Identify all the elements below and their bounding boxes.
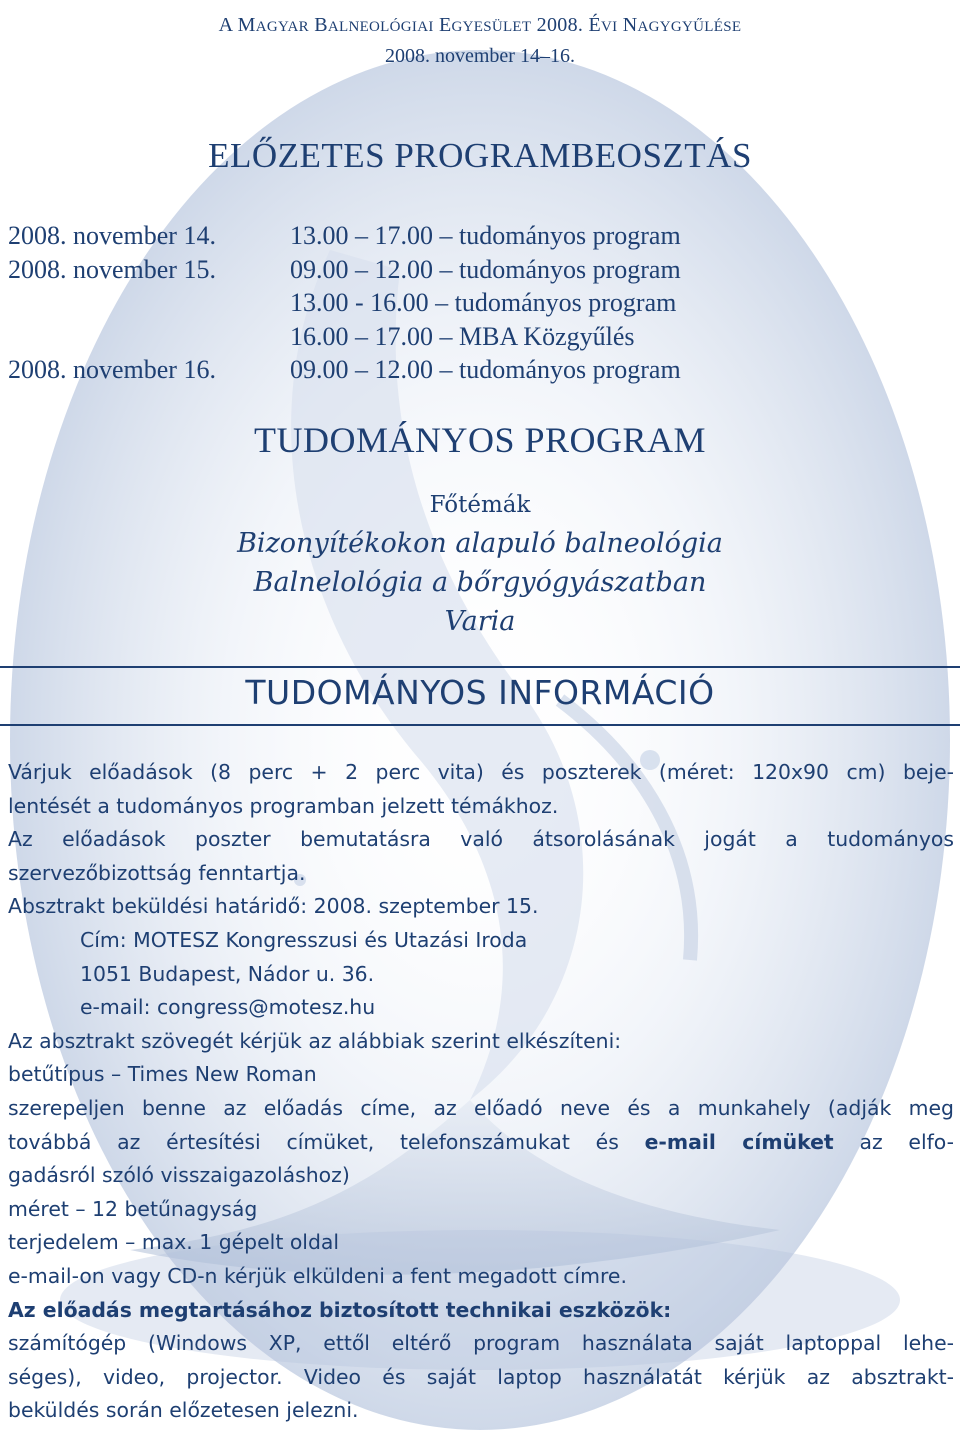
topic-item: Varia (444, 606, 516, 637)
schedule-time: 09.00 – 12.00 – tudományos program (290, 254, 681, 284)
body-line (8, 1126, 954, 1160)
info-body (8, 756, 954, 1428)
schedule-time: 16.00 – 17.00 – MBA Közgyűlés (290, 321, 635, 351)
body-line: Várjuk előadások (8 perc + 2 perc vita) és poszterek (méret: 120x90 cm) beje- (8, 760, 954, 784)
email-line: e-mail: congress@motesz.hu (80, 995, 376, 1020)
topics-lead: Főtémák (429, 492, 531, 518)
header-text: E (438, 14, 452, 36)
organization-header (0, 14, 960, 37)
schedule-date: 2008. november 14. (8, 221, 216, 250)
address-line: 1051 Budapest, Nádor u. 36. (80, 961, 375, 986)
header-text: ALNEOLÓGIAI (327, 19, 434, 35)
program-section-heading: TUDOMÁNYOS PROGRAM (253, 420, 707, 460)
address-line: Cím: MOTESZ Kongresszusi és Utazási Iroda (80, 927, 528, 952)
deadline-line: Absztrakt beküldési határidő: 2008. szeptember 15. (8, 894, 539, 919)
page-title: ELŐZETES PROGRAMBEOSZTÁS (208, 136, 752, 175)
body-line: szerepeljen benne az előadás címe, az előadó neve és a munkahely (adják meg (8, 1095, 954, 1120)
body-line: e-mail-on vagy CD-n kérjük elküldeni a fent megadott címre. (8, 1263, 627, 1288)
divider-bottom (0, 724, 960, 726)
event-dates: 2008. november 14–16. (385, 45, 575, 67)
main-topics (0, 486, 960, 641)
body-bold-text: e-mail címüket (644, 1129, 834, 1154)
header-text: AGYGYŰLÉSE (637, 19, 742, 35)
body-line: séges), video, projector. Video és saját laptop használatát kérjük az absztrakt- (8, 1364, 954, 1389)
schedule-time: 09.00 – 12.00 – tudományos program (290, 355, 681, 384)
body-line: lentését a tudományos programban jelzett témákhoz. (8, 793, 559, 818)
body-line (8, 1294, 954, 1328)
header-text: GYESÜLET (451, 19, 532, 35)
tech-heading: Az előadás megtartásához biztosított technikai eszközök: (8, 1297, 672, 1322)
header-text: M (237, 14, 256, 36)
header-text: N (622, 14, 638, 36)
body-line: méret – 12 betűnagyság (8, 1196, 258, 1221)
header-text: A (218, 14, 233, 36)
schedule-time: 13.00 – 17.00 – tudományos program (290, 221, 681, 250)
header-text: É (588, 14, 602, 36)
body-line: gadásról szóló visszaigazoláshoz) (8, 1163, 350, 1188)
body-line: beküldés során előzetesen jelezni. (8, 1398, 359, 1423)
body-line: számítógép (Windows XP, ettől eltérő program használata saját laptoppal lehe- (8, 1331, 954, 1356)
body-text: az elfo- (859, 1129, 955, 1154)
info-section-heading: TUDOMÁNYOS INFORMÁCIÓ (245, 673, 715, 712)
divider-top (0, 666, 960, 668)
body-line: betűtípus – Times New Roman (8, 1062, 317, 1087)
body-line: Az előadások poszter bemutatásra való átsorolásának jogát a tudományos (8, 827, 954, 852)
topic-item: Balnelológia a bőrgyógyászatban (253, 567, 707, 598)
header-text: 2008. (536, 14, 584, 36)
schedule-date: 2008. november 15. (8, 254, 216, 284)
topic-item: Bizonyítékokon alapuló balneológia (237, 528, 723, 559)
schedule-date: 2008. november 16. (8, 355, 216, 384)
body-text: továbbá az értesítési címüket, telefonszámukat és (8, 1129, 619, 1154)
schedule-time: 13.00 - 16.00 – tudományos program (290, 288, 677, 317)
body-line: szervezőbizottság fenntartja. (8, 860, 306, 885)
body-line: terjedelem – max. 1 gépelt oldal (8, 1230, 340, 1255)
header-text: VI (601, 19, 618, 35)
header-text: AGYAR (255, 19, 309, 35)
body-line: Az absztrakt szövegét kérjük az alábbiak szerint elkészíteni: (8, 1028, 622, 1053)
header-text: B (314, 14, 328, 36)
